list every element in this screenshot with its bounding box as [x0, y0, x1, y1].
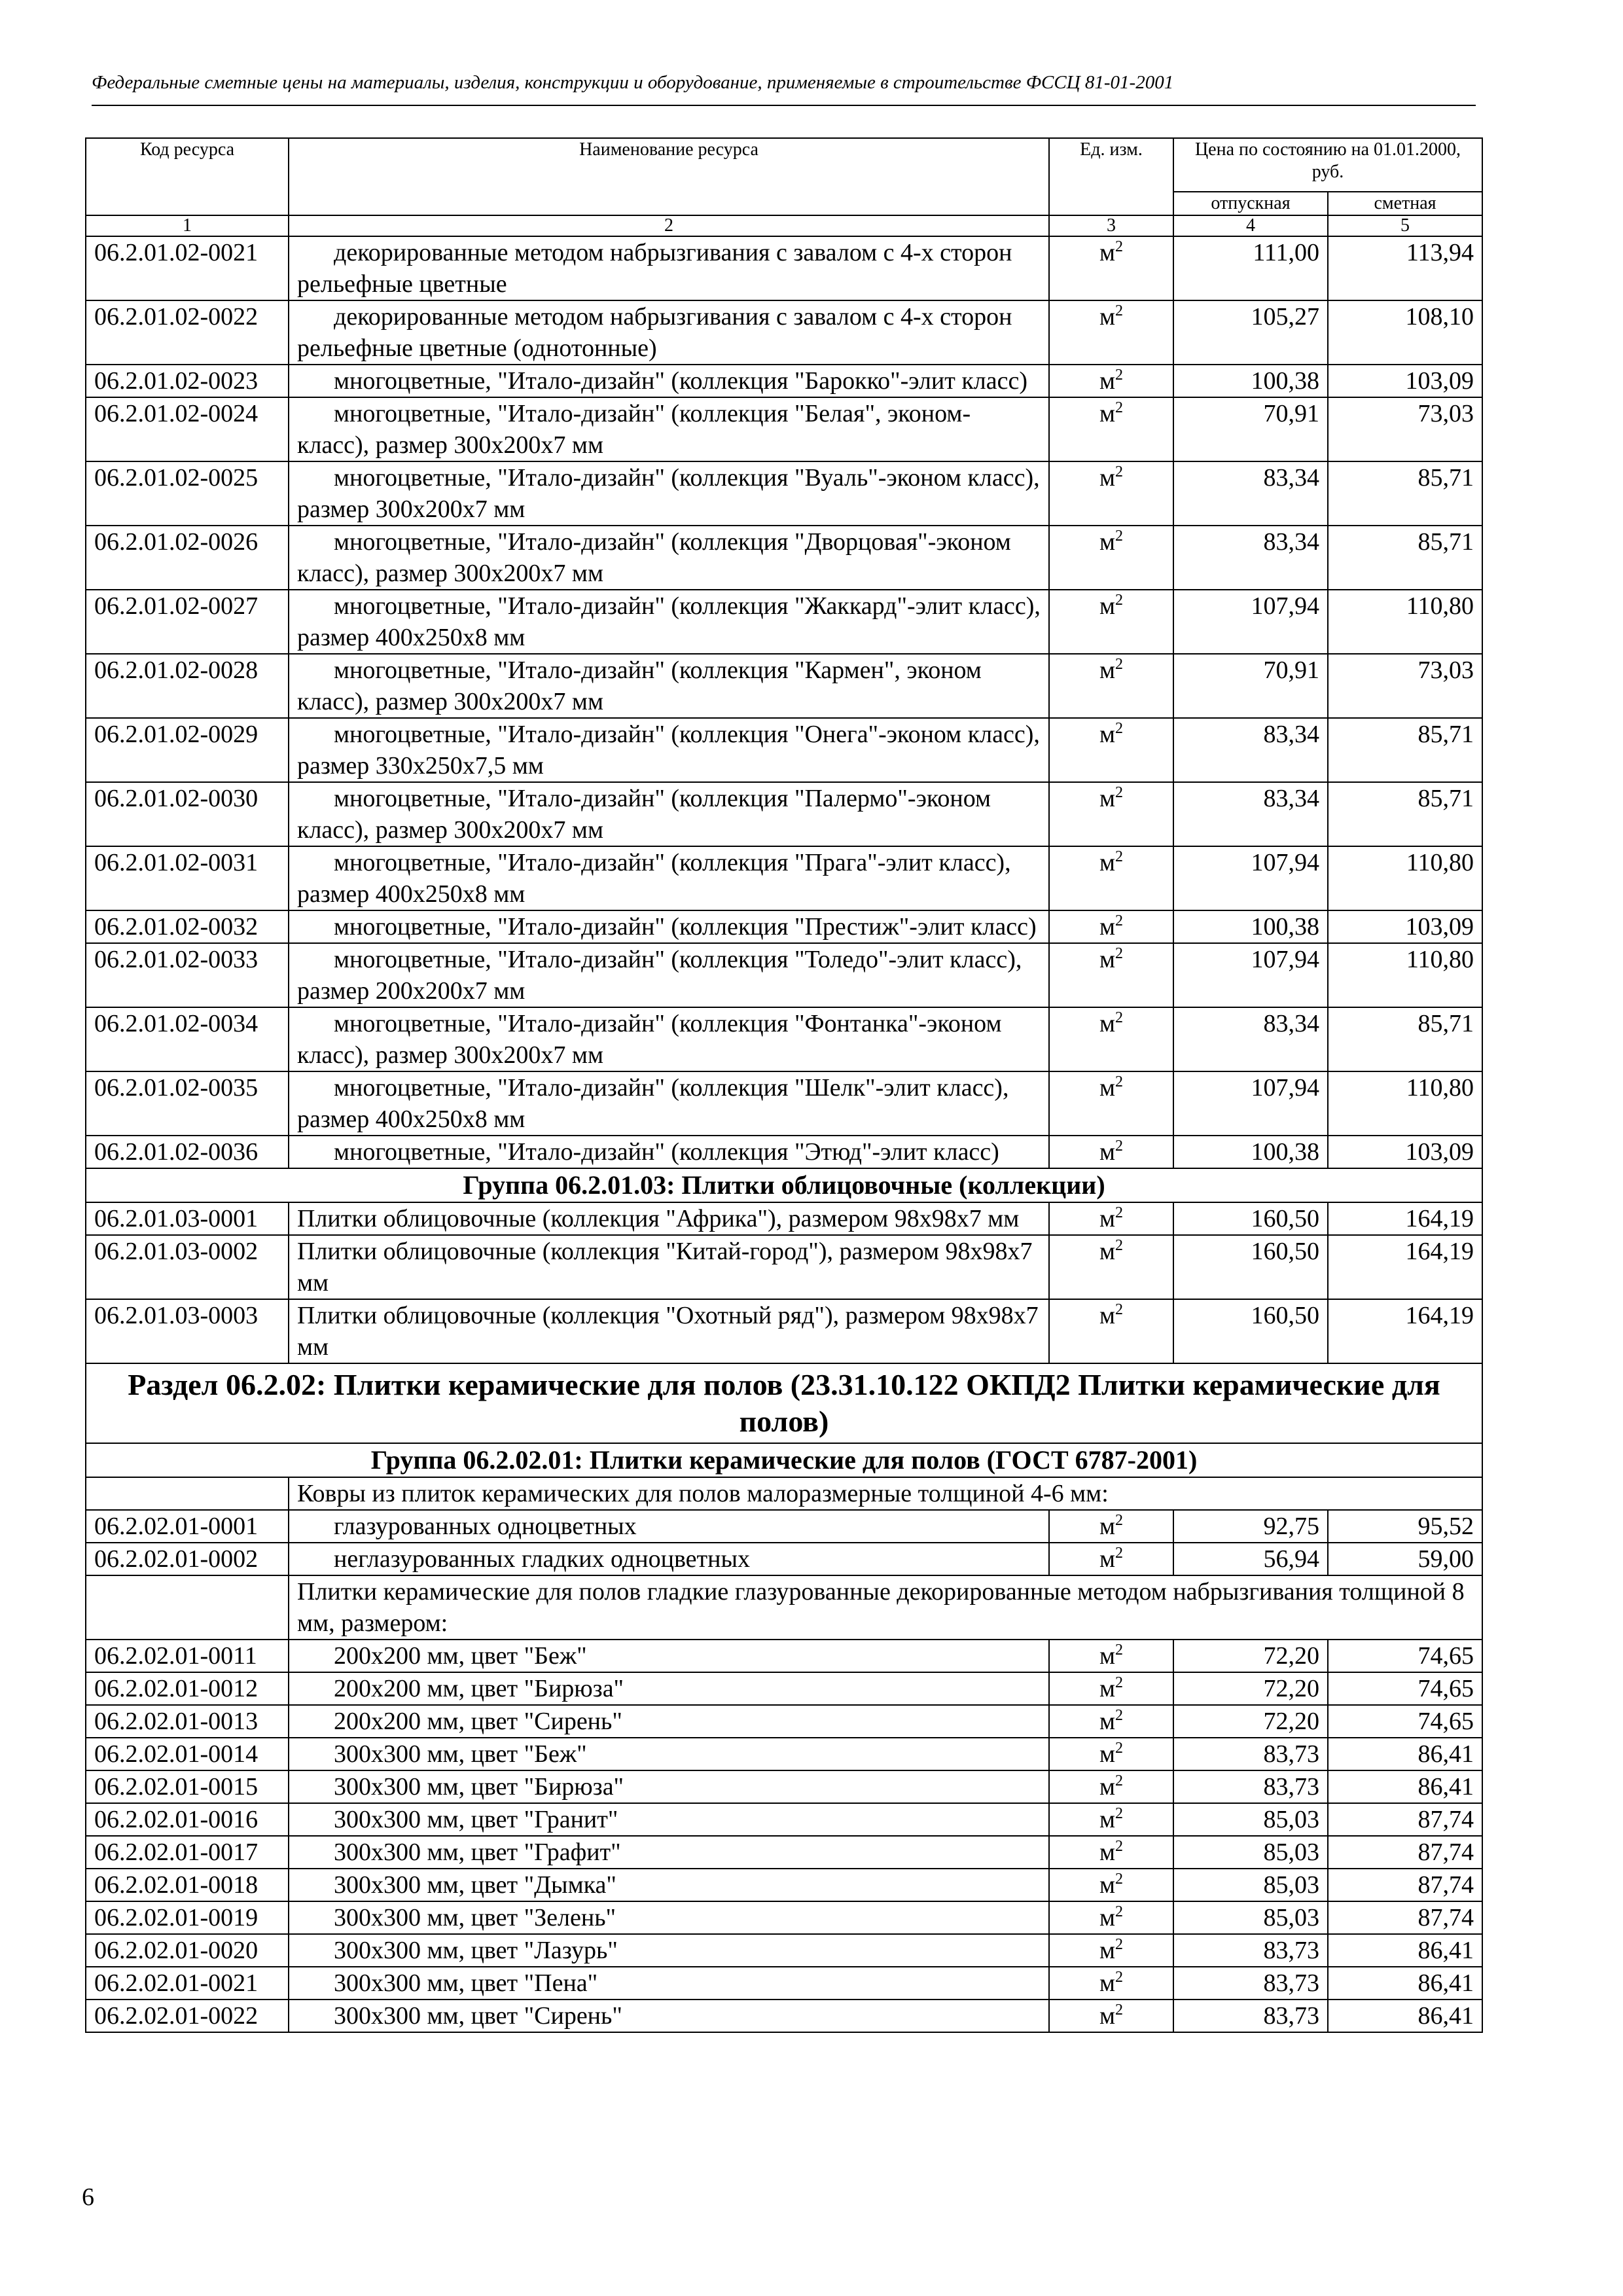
unit-cell — [1049, 1901, 1173, 1934]
header-name: Наименование ресурса — [289, 138, 1049, 215]
estimate-price: 110,80 — [1328, 590, 1482, 654]
column-number: 1 — [86, 215, 289, 236]
unit-cell — [1049, 846, 1173, 910]
resource-name: 300х300 мм, цвет "Графит" — [289, 1836, 1049, 1869]
table-row — [86, 1934, 1482, 1967]
estimate-price: 87,74 — [1328, 1836, 1482, 1869]
release-price: 72,20 — [1173, 1705, 1328, 1738]
unit-cell — [1049, 1543, 1173, 1575]
unit-cell — [1049, 1869, 1173, 1901]
table-row — [86, 1803, 1482, 1836]
column-number: 3 — [1049, 215, 1173, 236]
resource-name: неглазурованных гладких одноцветных — [289, 1543, 1049, 1575]
resource-name: Плитки облицовочные (коллекция "Охотный ряд"), размером 98х98х7 мм — [289, 1299, 1049, 1363]
header-unit: Ед. изм. — [1049, 138, 1173, 215]
unit-exponent: 2 — [1115, 1301, 1124, 1318]
estimate-price: 86,41 — [1328, 1934, 1482, 1967]
resource-code: 06.2.02.01-0015 — [86, 1770, 289, 1803]
table-row — [86, 1901, 1482, 1934]
estimate-price: 86,41 — [1328, 1738, 1482, 1770]
unit-label: м — [1099, 592, 1116, 620]
resource-code: 06.2.01.02-0034 — [86, 1007, 289, 1071]
empty-cell — [86, 1477, 289, 1510]
estimate-price: 59,00 — [1328, 1543, 1482, 1575]
rows-c — [86, 1510, 1482, 1575]
resource-name: многоцветные, "Итало-дизайн" (коллекция "Толедо"-элит класс), размер 200х200х7 мм — [289, 943, 1049, 1007]
resource-code: 06.2.02.01-0019 — [86, 1901, 289, 1934]
unit-exponent: 2 — [1115, 1138, 1124, 1155]
resource-name: 300х300 мм, цвет "Гранит" — [289, 1803, 1049, 1836]
resource-name: многоцветные, "Итало-дизайн" (коллекция "Шелк"-элит класс), размер 400х250х8 мм — [289, 1071, 1049, 1136]
unit-exponent: 2 — [1115, 302, 1124, 319]
unit-label: м — [1099, 1205, 1116, 1232]
unit-exponent: 2 — [1115, 2001, 1124, 2018]
resource-code: 06.2.01.02-0022 — [86, 300, 289, 365]
column-number: 5 — [1328, 215, 1482, 236]
unit-cell — [1049, 1770, 1173, 1803]
release-price: 100,38 — [1173, 910, 1328, 943]
unit-cell — [1049, 1738, 1173, 1770]
unit-exponent: 2 — [1115, 1674, 1124, 1691]
estimate-price: 85,71 — [1328, 718, 1482, 782]
table-row — [86, 236, 1482, 300]
resource-name: Плитки облицовочные (коллекция "Китай-город"), размером 98х98х7 мм — [289, 1235, 1049, 1299]
unit-label: м — [1099, 1675, 1116, 1702]
section-b — [86, 1363, 1482, 1510]
header-code: Код ресурса — [86, 138, 289, 215]
resource-name: 300х300 мм, цвет "Пена" — [289, 1967, 1049, 2000]
table-row — [86, 1672, 1482, 1705]
release-price: 83,34 — [1173, 1007, 1328, 1071]
unit-label: м — [1099, 1871, 1116, 1899]
resource-code: 06.2.01.02-0029 — [86, 718, 289, 782]
estimate-price: 164,19 — [1328, 1202, 1482, 1235]
resource-code: 06.2.02.01-0011 — [86, 1640, 289, 1672]
unit-cell — [1049, 526, 1173, 590]
estimate-price: 95,52 — [1328, 1510, 1482, 1543]
page-number: 6 — [82, 2183, 94, 2211]
unit-exponent: 2 — [1115, 784, 1124, 801]
unit-label: м — [1099, 721, 1116, 748]
estimate-price: 108,10 — [1328, 300, 1482, 365]
resource-code: 06.2.01.02-0026 — [86, 526, 289, 590]
unit-cell — [1049, 1235, 1173, 1299]
resource-code: 06.2.01.02-0021 — [86, 236, 289, 300]
unit-cell — [1049, 365, 1173, 397]
resource-code: 06.2.02.01-0022 — [86, 2000, 289, 2032]
unit-exponent: 2 — [1115, 592, 1124, 609]
table-row — [86, 1770, 1482, 1803]
resource-name: многоцветные, "Итало-дизайн" (коллекция "Жаккард"-элит класс), размер 400х250х8 мм — [289, 590, 1049, 654]
table-row — [86, 526, 1482, 590]
release-price: 107,94 — [1173, 1071, 1328, 1136]
unit-cell — [1049, 1136, 1173, 1168]
release-price: 56,94 — [1173, 1543, 1328, 1575]
resource-name: многоцветные, "Итало-дизайн" (коллекция "Прага"-элит класс), размер 400х250х8 мм — [289, 846, 1049, 910]
resource-name: 300х300 мм, цвет "Бирюза" — [289, 1770, 1049, 1803]
unit-label: м — [1099, 1545, 1116, 1573]
estimate-price: 74,65 — [1328, 1640, 1482, 1672]
estimate-price: 86,41 — [1328, 1770, 1482, 1803]
resource-name: 300х300 мм, цвет "Сирень" — [289, 2000, 1049, 2032]
resource-name: 200х200 мм, цвет "Беж" — [289, 1640, 1049, 1672]
table-row — [86, 2000, 1482, 2032]
empty-cell — [86, 1575, 289, 1640]
estimate-price: 86,41 — [1328, 2000, 1482, 2032]
table-row — [86, 1705, 1482, 1738]
rows-b — [86, 1202, 1482, 1363]
unit-exponent: 2 — [1115, 720, 1124, 737]
unit-label: м — [1099, 656, 1116, 684]
table-row — [86, 654, 1482, 718]
release-price: 92,75 — [1173, 1510, 1328, 1543]
unit-exponent: 2 — [1115, 1903, 1124, 1920]
unit-cell — [1049, 782, 1173, 846]
unit-cell — [1049, 2000, 1173, 2032]
table-row — [86, 846, 1482, 910]
resource-code: 06.2.02.01-0012 — [86, 1672, 289, 1705]
document-header: Федеральные сметные цены на материалы, изделия, конструкции и оборудование, применяемые в строительстве ФССЦ 81-01-2001 — [92, 72, 1174, 93]
resource-code: 06.2.02.01-0017 — [86, 1836, 289, 1869]
resource-code: 06.2.02.01-0014 — [86, 1738, 289, 1770]
unit-exponent: 2 — [1115, 1838, 1124, 1855]
release-price: 160,50 — [1173, 1235, 1328, 1299]
unit-label: м — [1099, 1074, 1116, 1102]
release-price: 83,73 — [1173, 2000, 1328, 2032]
unit-exponent: 2 — [1115, 1707, 1124, 1724]
table-row — [86, 1543, 1482, 1575]
resource-code: 06.2.01.02-0025 — [86, 461, 289, 526]
resource-name: декорированные методом набрызгивания с завалом с 4-х сторон рельефные цветные — [289, 236, 1049, 300]
resource-name: многоцветные, "Итало-дизайн" (коллекция "Онега"-эконом класс), размер 330х250х7,5 мм — [289, 718, 1049, 782]
release-price: 83,34 — [1173, 718, 1328, 782]
unit-cell — [1049, 943, 1173, 1007]
unit-label: м — [1099, 1806, 1116, 1833]
resource-code: 06.2.01.02-0023 — [86, 365, 289, 397]
release-price: 83,34 — [1173, 782, 1328, 846]
resource-name: многоцветные, "Итало-дизайн" (коллекция "Палермо"-эконом класс), размер 300х200х7 мм — [289, 782, 1049, 846]
table-row — [86, 1510, 1482, 1543]
unit-cell — [1049, 1672, 1173, 1705]
estimate-price: 113,94 — [1328, 236, 1482, 300]
resource-code: 06.2.02.01-0018 — [86, 1869, 289, 1901]
estimate-price: 85,71 — [1328, 461, 1482, 526]
unit-exponent: 2 — [1115, 1969, 1124, 1986]
resource-name: многоцветные, "Итало-дизайн" (коллекция "Вуаль"-эконом класс), размер 300х200х7 мм — [289, 461, 1049, 526]
unit-exponent: 2 — [1115, 1936, 1124, 1953]
unit-cell — [1049, 1202, 1173, 1235]
subheader-text: Ковры из плиток керамических для полов малоразмерные толщиной 4-6 мм: — [289, 1477, 1482, 1510]
header-estimate-price: сметная — [1328, 192, 1482, 215]
table-row — [86, 300, 1482, 365]
resource-code: 06.2.02.01-0020 — [86, 1934, 289, 1967]
estimate-price: 164,19 — [1328, 1235, 1482, 1299]
resource-name: многоцветные, "Итало-дизайн" (коллекция "Престиж"-элит класс) — [289, 910, 1049, 943]
release-price: 100,38 — [1173, 365, 1328, 397]
resource-code: 06.2.01.02-0028 — [86, 654, 289, 718]
resource-code: 06.2.01.02-0032 — [86, 910, 289, 943]
unit-label: м — [1099, 1642, 1116, 1670]
unit-cell — [1049, 236, 1173, 300]
unit-cell — [1049, 300, 1173, 365]
release-price: 83,73 — [1173, 1967, 1328, 2000]
estimate-price: 103,09 — [1328, 1136, 1482, 1168]
release-price: 70,91 — [1173, 397, 1328, 461]
release-price: 85,03 — [1173, 1901, 1328, 1934]
subheader-text: Плитки керамические для полов гладкие глазурованные декорированные методом набрызгивания толщиной 8 мм, размером: — [289, 1575, 1482, 1640]
release-price: 111,00 — [1173, 236, 1328, 300]
unit-exponent: 2 — [1115, 367, 1124, 384]
release-price: 85,03 — [1173, 1836, 1328, 1869]
estimate-price: 87,74 — [1328, 1803, 1482, 1836]
unit-label: м — [1099, 528, 1116, 556]
unit-cell — [1049, 1836, 1173, 1869]
unit-label: м — [1099, 1773, 1116, 1801]
subheader-d — [86, 1575, 1482, 1640]
release-price: 70,91 — [1173, 654, 1328, 718]
resource-code: 06.2.01.02-0033 — [86, 943, 289, 1007]
table-row — [86, 461, 1482, 526]
resource-name: многоцветные, "Итало-дизайн" (коллекция "Белая", эконом- класс), размер 300х200х7 мм — [289, 397, 1049, 461]
estimate-price: 110,80 — [1328, 943, 1482, 1007]
unit-label: м — [1099, 1238, 1116, 1265]
table-row — [86, 910, 1482, 943]
unit-cell — [1049, 1510, 1173, 1543]
release-price: 107,94 — [1173, 943, 1328, 1007]
unit-label: м — [1099, 1138, 1116, 1166]
release-price: 83,73 — [1173, 1738, 1328, 1770]
unit-exponent: 2 — [1115, 463, 1124, 480]
table-row — [86, 943, 1482, 1007]
resource-name: Плитки облицовочные (коллекция "Африка"), размером 98х98х7 мм — [289, 1202, 1049, 1235]
unit-exponent: 2 — [1115, 528, 1124, 545]
unit-label: м — [1099, 303, 1116, 331]
estimate-price: 74,65 — [1328, 1705, 1482, 1738]
header-rule — [92, 105, 1476, 106]
resource-name: 300х300 мм, цвет "Зелень" — [289, 1901, 1049, 1934]
unit-cell — [1049, 654, 1173, 718]
resource-code: 06.2.01.02-0035 — [86, 1071, 289, 1136]
unit-exponent: 2 — [1115, 1871, 1124, 1888]
table-row — [86, 1640, 1482, 1672]
resource-code: 06.2.01.02-0024 — [86, 397, 289, 461]
unit-label: м — [1099, 1513, 1116, 1540]
unit-cell — [1049, 718, 1173, 782]
unit-label: м — [1099, 785, 1116, 812]
release-price: 83,73 — [1173, 1934, 1328, 1967]
unit-cell — [1049, 1934, 1173, 1967]
resource-code: 06.2.02.01-0002 — [86, 1543, 289, 1575]
unit-exponent: 2 — [1115, 1545, 1124, 1562]
table-row — [86, 1869, 1482, 1901]
table-row — [86, 1007, 1482, 1071]
unit-cell — [1049, 1967, 1173, 2000]
unit-exponent: 2 — [1115, 1204, 1124, 1221]
estimate-price: 74,65 — [1328, 1672, 1482, 1705]
estimate-price: 87,74 — [1328, 1901, 1482, 1934]
header-price: Цена по состоянию на 01.01.2000, руб. — [1173, 138, 1482, 192]
release-price: 83,73 — [1173, 1770, 1328, 1803]
estimate-price: 87,74 — [1328, 1869, 1482, 1901]
resource-name: 300х300 мм, цвет "Беж" — [289, 1738, 1049, 1770]
unit-exponent: 2 — [1115, 912, 1124, 929]
unit-exponent: 2 — [1115, 1641, 1124, 1659]
unit-exponent: 2 — [1115, 1740, 1124, 1757]
section-heading: Раздел 06.2.02: Плитки керамические для полов (23.31.10.122 ОКПД2 Плитки керамические для полов) — [86, 1363, 1482, 1443]
unit-label: м — [1099, 1839, 1116, 1866]
resource-code: 06.2.01.03-0002 — [86, 1235, 289, 1299]
resource-name: декорированные методом набрызгивания с завалом с 4-х сторон рельефные цветные (однотонные) — [289, 300, 1049, 365]
unit-exponent: 2 — [1115, 238, 1124, 255]
unit-cell — [1049, 1803, 1173, 1836]
unit-cell — [1049, 397, 1173, 461]
unit-exponent: 2 — [1115, 1009, 1124, 1026]
estimate-price: 85,71 — [1328, 1007, 1482, 1071]
unit-label: м — [1099, 1740, 1116, 1768]
table-row — [86, 1071, 1482, 1136]
unit-exponent: 2 — [1115, 1805, 1124, 1822]
resource-name: глазурованных одноцветных — [289, 1510, 1049, 1543]
unit-cell — [1049, 1640, 1173, 1672]
column-number: 4 — [1173, 215, 1328, 236]
unit-label: м — [1099, 367, 1116, 395]
estimate-price: 103,09 — [1328, 365, 1482, 397]
resource-name: 300х300 мм, цвет "Лазурь" — [289, 1934, 1049, 1967]
release-price: 72,20 — [1173, 1640, 1328, 1672]
table-row — [86, 1836, 1482, 1869]
estimate-price: 73,03 — [1328, 397, 1482, 461]
table-row — [86, 718, 1482, 782]
release-price: 160,50 — [1173, 1299, 1328, 1363]
column-number: 2 — [289, 215, 1049, 236]
resource-name: многоцветные, "Итало-дизайн" (коллекция "Фонтанка"-эконом класс), размер 300х200х7 мм — [289, 1007, 1049, 1071]
unit-label: м — [1099, 400, 1116, 427]
unit-label: м — [1099, 946, 1116, 973]
unit-exponent: 2 — [1115, 945, 1124, 962]
group-a — [86, 1168, 1482, 1202]
resource-code: 06.2.02.01-0016 — [86, 1803, 289, 1836]
unit-label: м — [1099, 913, 1116, 941]
estimate-price: 110,80 — [1328, 1071, 1482, 1136]
resource-price-table — [85, 137, 1483, 2033]
rows-d — [86, 1640, 1482, 2032]
estimate-price: 164,19 — [1328, 1299, 1482, 1363]
table-row — [86, 1738, 1482, 1770]
unit-cell — [1049, 461, 1173, 526]
table-row — [86, 782, 1482, 846]
table-row — [86, 1299, 1482, 1363]
unit-label: м — [1099, 1010, 1116, 1037]
unit-exponent: 2 — [1115, 1772, 1124, 1789]
unit-cell — [1049, 910, 1173, 943]
unit-cell — [1049, 1705, 1173, 1738]
unit-exponent: 2 — [1115, 848, 1124, 865]
unit-exponent: 2 — [1115, 1512, 1124, 1529]
unit-label: м — [1099, 1937, 1116, 1964]
release-price: 100,38 — [1173, 1136, 1328, 1168]
unit-cell — [1049, 590, 1173, 654]
release-price: 107,94 — [1173, 590, 1328, 654]
estimate-price: 73,03 — [1328, 654, 1482, 718]
unit-label: м — [1099, 239, 1116, 266]
estimate-price: 103,09 — [1328, 910, 1482, 943]
resource-code: 06.2.01.02-0027 — [86, 590, 289, 654]
unit-cell — [1049, 1007, 1173, 1071]
resource-code: 06.2.02.01-0013 — [86, 1705, 289, 1738]
unit-cell — [1049, 1071, 1173, 1136]
release-price: 83,34 — [1173, 461, 1328, 526]
resource-name: многоцветные, "Итало-дизайн" (коллекция "Этюд"-элит класс) — [289, 1136, 1049, 1168]
unit-label: м — [1099, 1969, 1116, 1997]
table-row — [86, 1967, 1482, 2000]
table-row — [86, 365, 1482, 397]
release-price: 85,03 — [1173, 1803, 1328, 1836]
resource-code: 06.2.01.03-0003 — [86, 1299, 289, 1363]
resource-name: 200х200 мм, цвет "Бирюза" — [289, 1672, 1049, 1705]
resource-code: 06.2.01.02-0036 — [86, 1136, 289, 1168]
estimate-price: 85,71 — [1328, 782, 1482, 846]
estimate-price: 110,80 — [1328, 846, 1482, 910]
table-row — [86, 590, 1482, 654]
unit-exponent: 2 — [1115, 656, 1124, 673]
unit-exponent: 2 — [1115, 1073, 1124, 1090]
column-number-row — [86, 215, 1482, 236]
unit-cell — [1049, 1299, 1173, 1363]
release-price: 83,34 — [1173, 526, 1328, 590]
resource-name: многоцветные, "Итало-дизайн" (коллекция "Барокко"-элит класс) — [289, 365, 1049, 397]
estimate-price: 85,71 — [1328, 526, 1482, 590]
estimate-price: 86,41 — [1328, 1967, 1482, 2000]
release-price: 160,50 — [1173, 1202, 1328, 1235]
table-row — [86, 1235, 1482, 1299]
resource-name: 200х200 мм, цвет "Сирень" — [289, 1705, 1049, 1738]
unit-exponent: 2 — [1115, 1237, 1124, 1254]
group-heading: Группа 06.2.02.01: Плитки керамические для полов (ГОСТ 6787-2001) — [86, 1443, 1482, 1477]
resource-code: 06.2.01.02-0031 — [86, 846, 289, 910]
unit-label: м — [1099, 1708, 1116, 1735]
unit-label: м — [1099, 1302, 1116, 1329]
unit-label: м — [1099, 464, 1116, 492]
resource-code: 06.2.02.01-0021 — [86, 1967, 289, 2000]
header-release-price: отпускная — [1173, 192, 1328, 215]
resource-name: многоцветные, "Итало-дизайн" (коллекция "Кармен", эконом класс), размер 300х200х7 мм — [289, 654, 1049, 718]
unit-exponent: 2 — [1115, 399, 1124, 416]
unit-label: м — [1099, 1904, 1116, 1931]
resource-name: 300х300 мм, цвет "Дымка" — [289, 1869, 1049, 1901]
resource-code: 06.2.02.01-0001 — [86, 1510, 289, 1543]
release-price: 105,27 — [1173, 300, 1328, 365]
group-heading: Группа 06.2.01.03: Плитки облицовочные (коллекции) — [86, 1168, 1482, 1202]
resource-code: 06.2.01.03-0001 — [86, 1202, 289, 1235]
resource-code: 06.2.01.02-0030 — [86, 782, 289, 846]
unit-label: м — [1099, 2002, 1116, 2030]
release-price: 85,03 — [1173, 1869, 1328, 1901]
release-price: 72,20 — [1173, 1672, 1328, 1705]
release-price: 107,94 — [1173, 846, 1328, 910]
table-row — [86, 397, 1482, 461]
table-row — [86, 1202, 1482, 1235]
rows-a — [86, 236, 1482, 1168]
table-row — [86, 1136, 1482, 1168]
resource-name: многоцветные, "Итало-дизайн" (коллекция "Дворцовая"-эконом класс), размер 300х200х7 мм — [289, 526, 1049, 590]
unit-label: м — [1099, 849, 1116, 876]
